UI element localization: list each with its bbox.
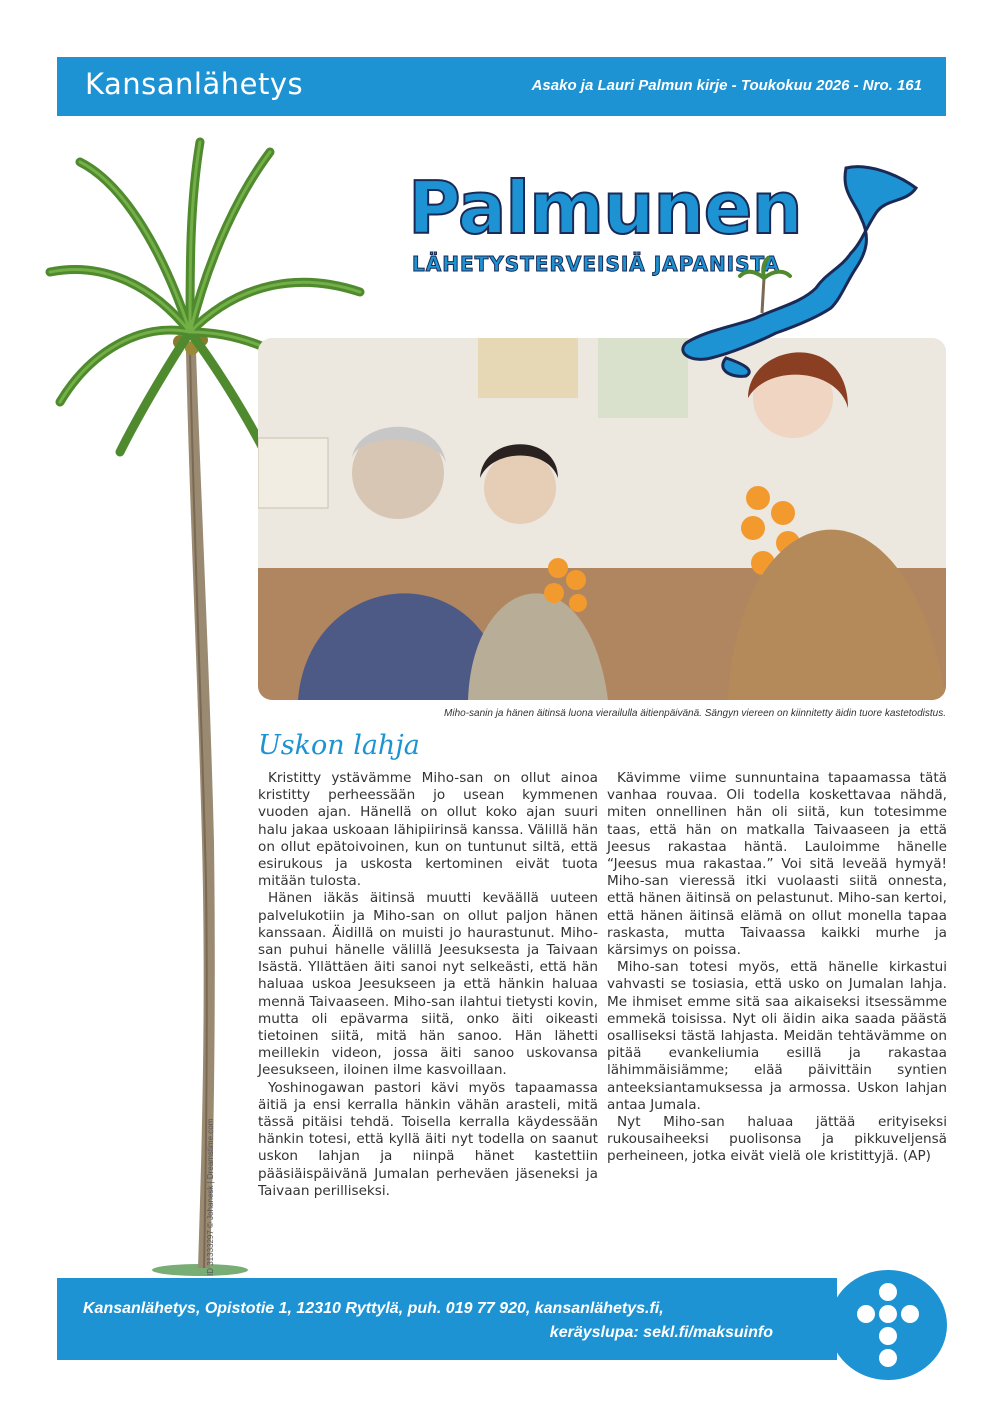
feature-photo	[258, 338, 946, 700]
article-title: Uskon lahja	[258, 730, 420, 761]
photo-credit: ID 31333297 © Johanesk | Dreamstime.com	[206, 1118, 215, 1276]
article-paragraph: Kristitty ystävämme Miho-san on ollut ainoa kristitty perheessään jo usean kymmenen vuoden ajan. Hänellä on ollut koko ajan suuri halu jakaa uskoaan lähipiirinsä kanssa. Välillä hän on ollut epätoivoinen, kun on tuntunut siltä, että esirukous ja uskosta kertominen eivät tuota mitään tulosta.	[258, 770, 598, 890]
article-paragraph: Yoshinogawan pastori kävi myös tapaamassa äitiä ja ensi kerralla hänkin vähän arasteli, mitä tässä pitäisi tehdä. Toisella kerralla käydessään hänkin totesi, että kyllä äiti nyt todella on saanut uskon lahjan ja niinpä hänet kastettiin pääsiäispäivänä Jumalan perheväen jäseneksi ja Taivaan perilliseksi.	[258, 1079, 598, 1199]
article-paragraph: Kävimme viime sunnuntaina tapaamassa tätä vanhaa rouvaa. Oli todella koskettavaa nähdä, miten onnellinen hän oli siitä, kun totesimme taas, että hän on matkalla Taivaaseen ja että Jeesus rakastaa häntä. Lauloimme hänelle “Jeesus mua rakastaa.” Voi sitä leveää hymyä! Miho-san vieressä itki vuolaasti siitä onnesta, että hänen äitinsä on pelastunut. Miho-san kertoi, että hänen äitinsä elämä on ollut monella tapaa raskasta, mutta Taivaassa kaikki murhe ja kärsimys on poissa.	[607, 770, 947, 959]
masthead-subtitle: LÄHETYSTERVEISIÄ JAPANISTA	[412, 252, 781, 276]
footer-bar	[57, 1278, 837, 1360]
footer-contact: Kansanlähetys, Opistotie 1, 12310 Ryttylä, puh. 019 77 920, kansanlähetys.fi,	[83, 1300, 664, 1317]
photo-scene	[258, 338, 946, 700]
article-column-right	[607, 770, 947, 1166]
photo-caption: Miho-sanin ja hänen äitinsä luona vierailulla äitienpäivänä. Sängyn viereen on kiinnitetty äidin tuore kastetodistus.	[444, 708, 946, 719]
cross-dots-icon	[829, 1270, 947, 1380]
article-paragraph: Miho-san totesi myös, että hänelle kirkastui vahvasti se tosiasia, että usko on Jumalan lahja. Me ihmiset emme sitä saa aikaiseksi itsessämme emmekä toisissa. Nyt oli äidin aika saada päästä osalliseksi tästä lahjasta. Meidän tehtävämme on pitää evankeliumia esillä ja rakastaa lähimmäisiämme; elää päivittäin syntien anteeksiantamuksessa ja armossa. Uskon lahjan antaa Jumala.	[607, 959, 947, 1113]
article-paragraph: Nyt Miho-san haluaa jättää erityiseksi rukousaiheeksi puolisonsa ja pikkuveljensä perheineen, jotka eivät vielä ole kristittyjä. (AP)	[607, 1114, 947, 1165]
masthead-title: Palmunen	[408, 166, 802, 250]
issue-line: Asako ja Lauri Palmun kirje - Toukokuu 2026 - Nro. 161	[531, 77, 922, 94]
header-bar	[57, 57, 946, 116]
org-name: Kansanlähetys	[85, 67, 304, 101]
org-logo	[829, 1270, 947, 1380]
article-column-left	[258, 770, 598, 1200]
footer-permit: keräyslupa: sekl.fi/maksuinfo	[549, 1324, 773, 1341]
japan-map-illustration	[666, 158, 926, 380]
article-paragraph: Hänen iäkäs äitinsä muutti keväällä uuteen palvelukotiin ja Miho-san on ollut paljon hänen kanssaan. Äidillä on muisti jo haurastunut. Miho-san puhui hänelle välillä Jeesuksesta ja Taivaan Isästä. Yllättäen äiti sanoi nyt selkeästi, että hän haluaa uskoa Jeesukseen ja että hänkin haluaa mennä Taivaaseen. Miho-san ilahtui tietysti kovin, mutta oli epävarma siitä, onko äiti oikeasti tietoinen siitä, mitä hän sanoo. Hän lähetti meillekin videon, jossa äiti sanoo uskovansa Jeesukseen, iloinen ilme kasvoillaan.	[258, 890, 598, 1079]
